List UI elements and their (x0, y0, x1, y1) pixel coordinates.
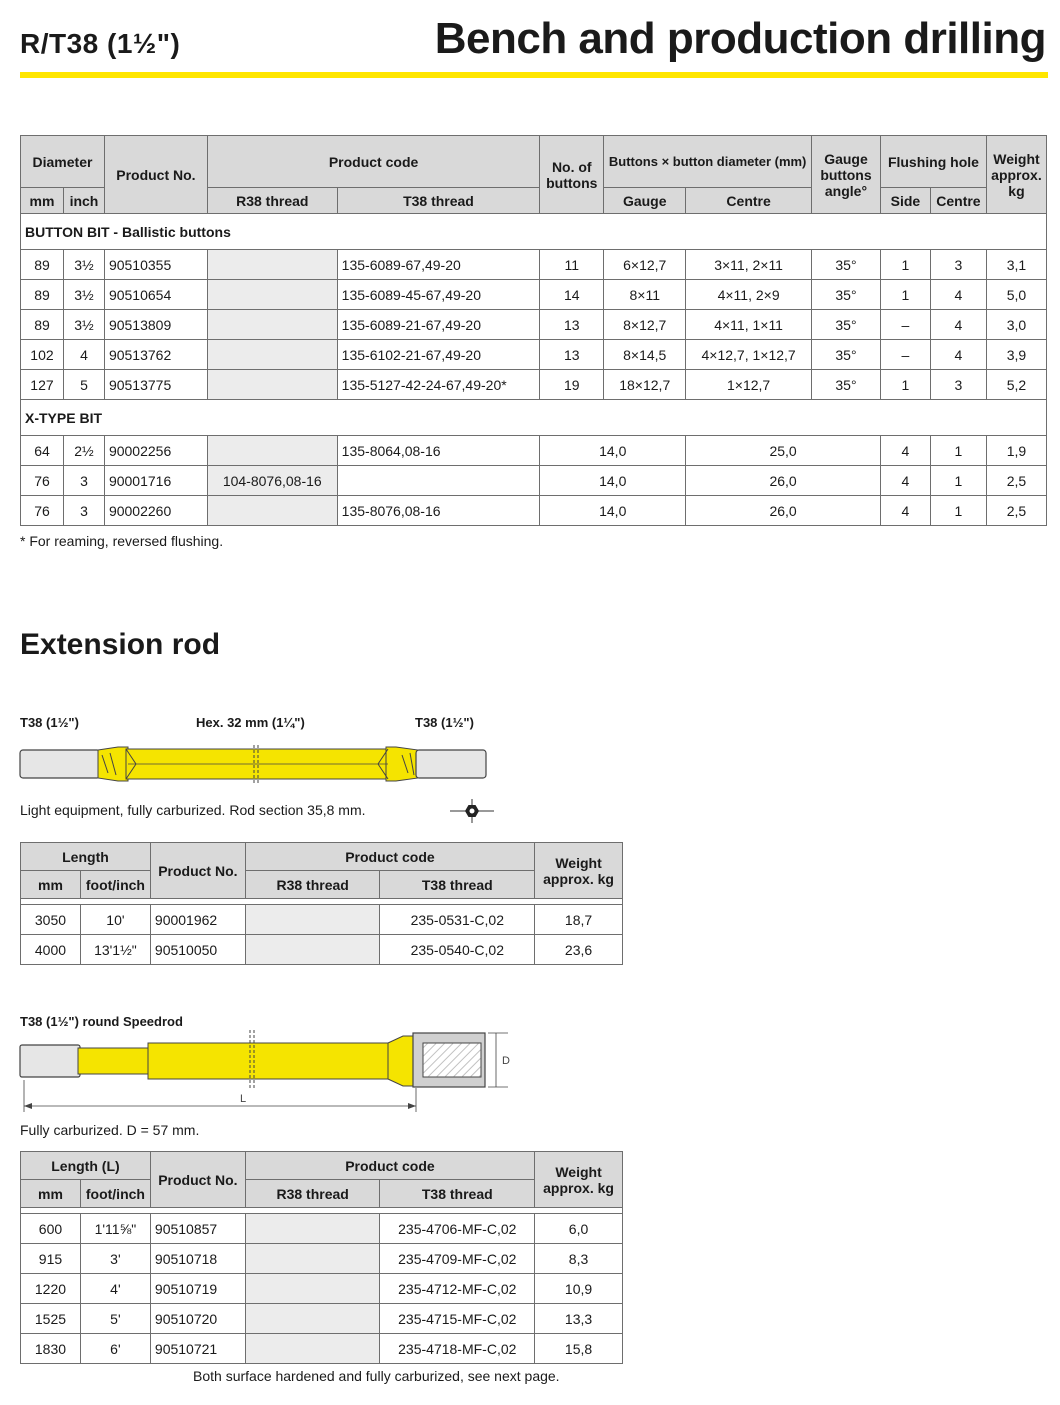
cell-mm: 1525 (21, 1304, 81, 1334)
cell-flush-centre: 4 (930, 280, 986, 310)
col-buttons-diameter: Buttons × button diameter (mm) (604, 136, 812, 188)
cell-gauge-angle: 35° (812, 250, 881, 280)
section-x-type-bit: X-TYPE BIT (21, 400, 1047, 436)
cell-r38 (245, 1274, 380, 1304)
section-code-title: R/T38 (1½") (20, 28, 181, 59)
cell-mm: 600 (21, 1214, 81, 1244)
cell-gauge: 14,0 (540, 496, 686, 526)
cell-foot-inch: 4' (80, 1274, 150, 1304)
col-mm: mm (21, 188, 64, 214)
col-t38: T38 thread (380, 871, 535, 899)
cell-gauge-angle: 35° (812, 370, 881, 400)
page-title: Bench and production drilling (434, 14, 1046, 63)
cell-weight: 10,9 (535, 1274, 623, 1304)
cell-product-no: 90510857 (150, 1214, 245, 1244)
cell-inch: 3½ (63, 250, 104, 280)
cell-product-no: 90001716 (104, 466, 207, 496)
cell-t38: 235-0531-C,02 (380, 905, 535, 935)
cell-foot-inch: 13'1½" (80, 935, 150, 965)
col-foot-inch: foot/inch (80, 1180, 150, 1208)
cell-mm: 1220 (21, 1274, 81, 1304)
table-row (21, 496, 1047, 526)
col-weight: Weight approx. kg (535, 1152, 623, 1208)
cell-r38 (245, 1304, 380, 1334)
speedrod-table (20, 1151, 623, 1364)
cell-centre: 4×11, 1×11 (686, 310, 812, 340)
col-length: Length (L) (21, 1152, 151, 1180)
cell-r38 (245, 935, 380, 965)
col-inch: inch (63, 188, 104, 214)
cell-foot-inch: 5' (80, 1304, 150, 1334)
cell-mm: 4000 (21, 935, 81, 965)
cell-side: 4 (880, 496, 930, 526)
table-row (21, 340, 1047, 370)
col-mm: mm (21, 1180, 81, 1208)
section-button-bit: BUTTON BIT - Ballistic buttons (21, 214, 1047, 250)
table-row (21, 250, 1047, 280)
drawing1-label-left: T38 (1½") (20, 715, 79, 730)
cell-no-buttons: 19 (540, 370, 604, 400)
col-gauge: Gauge (604, 188, 686, 214)
cell-r38 (207, 250, 337, 280)
cell-t38: 135-6089-45-67,49-20 (337, 280, 540, 310)
col-mm: mm (21, 871, 81, 899)
cell-gauge: 8×11 (604, 280, 686, 310)
table-row (21, 1274, 623, 1304)
cell-foot-inch: 1'11⅝" (80, 1214, 150, 1244)
caption-light-equipment: Light equipment, fully carburized. Rod section 35,8 mm. (20, 802, 366, 818)
cell-product-no: 90510654 (104, 280, 207, 310)
cell-foot-inch: 10' (80, 905, 150, 935)
cell-side: 1 (880, 280, 930, 310)
table-row (21, 310, 1047, 340)
cell-mm: 64 (21, 436, 64, 466)
table-row (21, 1334, 623, 1364)
cell-mm: 3050 (21, 905, 81, 935)
cell-product-no: 90513809 (104, 310, 207, 340)
speedrod-label: T38 (1½") round Speedrod (20, 1014, 183, 1029)
col-product-code: Product code (245, 843, 534, 871)
cell-weight: 3,0 (986, 310, 1046, 340)
bits-table (20, 135, 1047, 526)
cell-mm: 127 (21, 370, 64, 400)
cell-weight: 2,5 (986, 496, 1046, 526)
cell-gauge-angle: 35° (812, 310, 881, 340)
cell-r38 (207, 280, 337, 310)
cell-t38: 135-8076,08-16 (337, 496, 540, 526)
caption-speedrod: Fully carburized. D = 57 mm. (20, 1122, 200, 1138)
cell-side: 4 (880, 466, 930, 496)
cell-mm: 76 (21, 496, 64, 526)
cell-inch: 3½ (63, 310, 104, 340)
table-row (21, 1214, 623, 1244)
table-row (21, 905, 623, 935)
cell-t38: 135-6089-67,49-20 (337, 250, 540, 280)
cell-flush-centre: 1 (930, 496, 986, 526)
col-weight: Weight approx. kg (986, 136, 1046, 214)
cell-foot-inch: 6' (80, 1334, 150, 1364)
cell-product-no: 90510721 (150, 1334, 245, 1364)
cell-side: – (880, 310, 930, 340)
cell-inch: 3 (63, 496, 104, 526)
cell-side: 4 (880, 436, 930, 466)
cell-r38 (245, 905, 380, 935)
cell-no-buttons: 13 (540, 340, 604, 370)
bottom-note: Both surface hardened and fully carburized, see next page. (193, 1368, 560, 1384)
cell-inch: 3½ (63, 280, 104, 310)
cell-flush-centre: 4 (930, 340, 986, 370)
table-row (21, 1304, 623, 1334)
cell-gauge: 14,0 (540, 436, 686, 466)
dimension-d-label: D (502, 1055, 510, 1067)
cell-weight: 5,2 (986, 370, 1046, 400)
col-length: Length (21, 843, 151, 871)
cell-product-no: 90510355 (104, 250, 207, 280)
cell-foot-inch: 3' (80, 1244, 150, 1274)
cell-gauge: 8×12,7 (604, 310, 686, 340)
cell-flush-centre: 3 (930, 250, 986, 280)
cell-gauge: 6×12,7 (604, 250, 686, 280)
cell-inch: 4 (63, 340, 104, 370)
cell-t38: 135-5127-42-24-67,49-20* (337, 370, 540, 400)
cell-product-no: 90001962 (150, 905, 245, 935)
cell-side: 1 (880, 370, 930, 400)
cell-centre: 3×11, 2×11 (686, 250, 812, 280)
cell-gauge: 14,0 (540, 466, 686, 496)
cell-inch: 2½ (63, 436, 104, 466)
speedrod-drawing (18, 1028, 528, 1118)
hex-section-icon (448, 798, 496, 824)
cell-weight: 23,6 (535, 935, 623, 965)
cell-no-buttons: 13 (540, 310, 604, 340)
cell-weight: 2,5 (986, 466, 1046, 496)
cell-gauge: 18×12,7 (604, 370, 686, 400)
cell-r38 (245, 1334, 380, 1364)
col-foot-inch: foot/inch (80, 871, 150, 899)
cell-mm: 102 (21, 340, 64, 370)
cell-centre: 25,0 (686, 436, 881, 466)
cell-no-buttons: 11 (540, 250, 604, 280)
col-no-buttons: No. of buttons (540, 136, 604, 214)
cell-flush-centre: 1 (930, 466, 986, 496)
cell-inch: 5 (63, 370, 104, 400)
cell-mm: 89 (21, 250, 64, 280)
cell-mm: 76 (21, 466, 64, 496)
cell-r38 (207, 310, 337, 340)
cell-r38 (207, 496, 337, 526)
col-t38: T38 thread (380, 1180, 535, 1208)
cell-weight: 6,0 (535, 1214, 623, 1244)
table-row (21, 1244, 623, 1274)
cell-mm: 89 (21, 280, 64, 310)
table-row (21, 466, 1047, 496)
cell-t38: 235-4706-MF-C,02 (380, 1214, 535, 1244)
cell-t38: 235-4712-MF-C,02 (380, 1274, 535, 1304)
col-gauge-angle: Gauge buttons angle° (812, 136, 881, 214)
cell-weight: 8,3 (535, 1244, 623, 1274)
cell-t38: 135-6102-21-67,49-20 (337, 340, 540, 370)
col-product-code: Product code (245, 1152, 534, 1180)
cell-weight: 13,3 (535, 1304, 623, 1334)
cell-flush-centre: 4 (930, 310, 986, 340)
cell-no-buttons: 14 (540, 280, 604, 310)
drawing1-label-right: T38 (1½") (415, 715, 474, 730)
cell-r38 (245, 1244, 380, 1274)
cell-flush-centre: 3 (930, 370, 986, 400)
section-title-extension-rod: Extension rod (20, 628, 221, 661)
col-flush-centre: Centre (930, 188, 986, 214)
cell-centre: 26,0 (686, 466, 881, 496)
table-row (21, 436, 1047, 466)
cell-r38: 104-8076,08-16 (207, 466, 337, 496)
cell-t38: 235-0540-C,02 (380, 935, 535, 965)
cell-gauge-angle: 35° (812, 280, 881, 310)
cell-side: 1 (880, 250, 930, 280)
cell-weight: 5,0 (986, 280, 1046, 310)
cell-product-no: 90513762 (104, 340, 207, 370)
cell-inch: 3 (63, 466, 104, 496)
col-r38: R38 thread (245, 1180, 380, 1208)
cell-product-no: 90002256 (104, 436, 207, 466)
cell-t38: 235-4709-MF-C,02 (380, 1244, 535, 1274)
table-row (21, 280, 1047, 310)
cell-r38 (207, 340, 337, 370)
col-r38: R38 thread (245, 871, 380, 899)
cell-centre: 26,0 (686, 496, 881, 526)
col-flushing-hole: Flushing hole (880, 136, 986, 188)
title-rule (20, 72, 1048, 78)
dimension-l-label: L (240, 1093, 247, 1105)
cell-t38: 235-4715-MF-C,02 (380, 1304, 535, 1334)
col-side: Side (880, 188, 930, 214)
col-r38: R38 thread (207, 188, 337, 214)
col-t38: T38 thread (337, 188, 540, 214)
col-product-no: Product No. (150, 1152, 245, 1208)
cell-centre: 1×12,7 (686, 370, 812, 400)
cell-r38 (245, 1214, 380, 1244)
col-product-no: Product No. (104, 136, 207, 214)
cell-weight: 1,9 (986, 436, 1046, 466)
col-diameter: Diameter (21, 136, 105, 188)
cell-mm: 915 (21, 1244, 81, 1274)
cell-t38: 135-8064,08-16 (337, 436, 540, 466)
cell-side: – (880, 340, 930, 370)
cell-weight: 3,9 (986, 340, 1046, 370)
cell-product-no: 90510718 (150, 1244, 245, 1274)
footnote: * For reaming, reversed flushing. (20, 533, 224, 549)
col-weight: Weight approx. kg (535, 843, 623, 899)
extension-rod-table (20, 842, 623, 965)
cell-r38 (207, 436, 337, 466)
cell-centre: 4×11, 2×9 (686, 280, 812, 310)
col-product-no: Product No. (150, 843, 245, 899)
cell-weight: 18,7 (535, 905, 623, 935)
cell-mm: 89 (21, 310, 64, 340)
cell-weight: 15,8 (535, 1334, 623, 1364)
cell-product-no: 90510719 (150, 1274, 245, 1304)
cell-product-no: 90510720 (150, 1304, 245, 1334)
col-product-code: Product code (207, 136, 539, 188)
cell-product-no: 90002260 (104, 496, 207, 526)
col-centre: Centre (686, 188, 812, 214)
cell-product-no: 90513775 (104, 370, 207, 400)
cell-centre: 4×12,7, 1×12,7 (686, 340, 812, 370)
cell-mm: 1830 (21, 1334, 81, 1364)
cell-r38 (207, 370, 337, 400)
extension-rod-drawing (18, 745, 493, 785)
table-row (21, 370, 1047, 400)
cell-t38: 235-4718-MF-C,02 (380, 1334, 535, 1364)
table-row (21, 935, 623, 965)
drawing1-label-mid: Hex. 32 mm (1¼") (196, 715, 305, 730)
cell-t38 (337, 466, 540, 496)
cell-weight: 3,1 (986, 250, 1046, 280)
cell-flush-centre: 1 (930, 436, 986, 466)
cell-gauge: 8×14,5 (604, 340, 686, 370)
cell-product-no: 90510050 (150, 935, 245, 965)
cell-gauge-angle: 35° (812, 340, 881, 370)
cell-t38: 135-6089-21-67,49-20 (337, 310, 540, 340)
